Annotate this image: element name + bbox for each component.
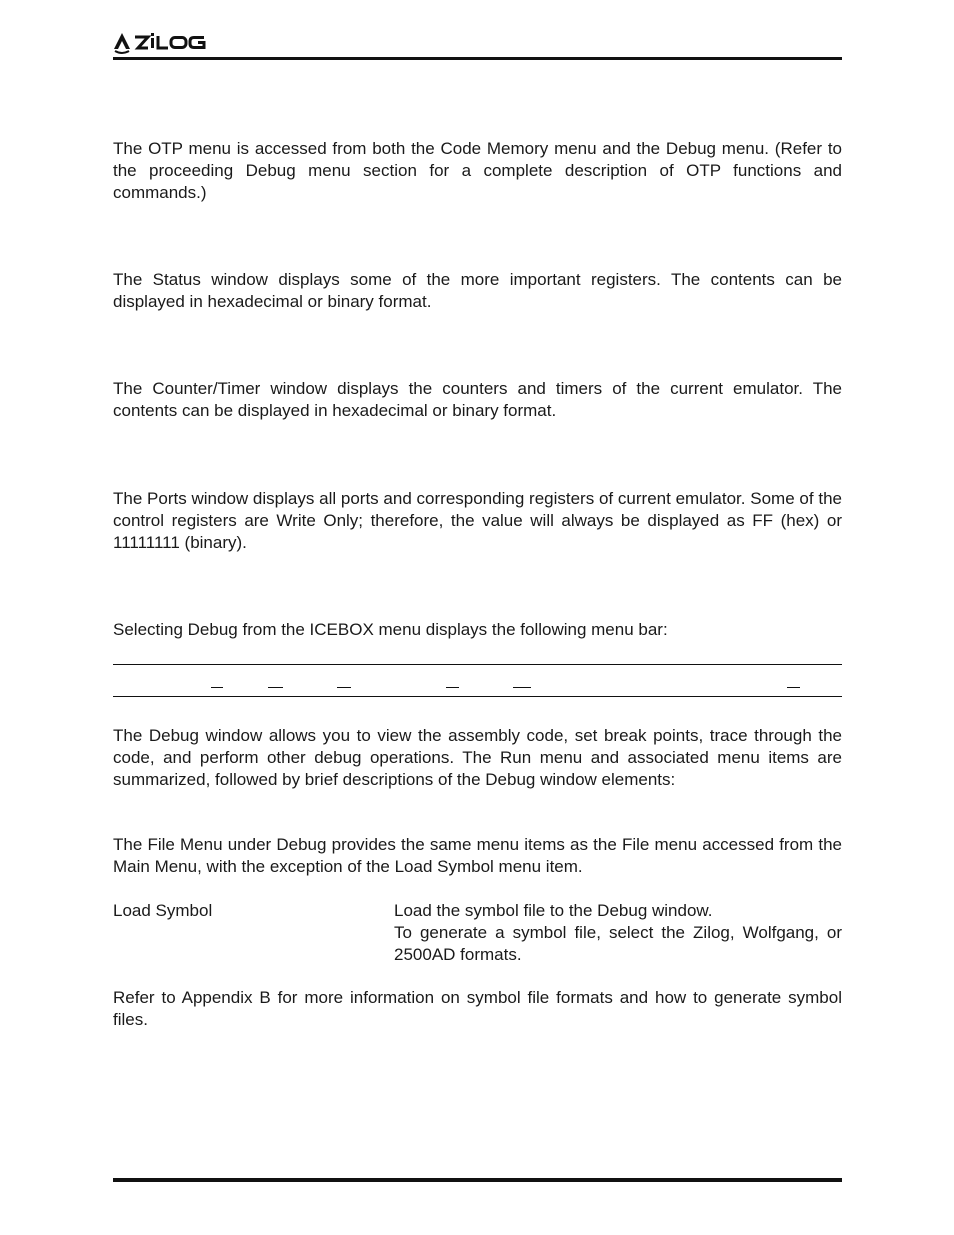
menu-accelerator-underline (337, 687, 351, 688)
menu-bar-top-rule (113, 664, 842, 665)
zilog-logo (112, 30, 216, 56)
header-rule (113, 57, 842, 60)
load-symbol-term: Load Symbol (113, 901, 213, 920)
load-symbol-desc-line1: Load the symbol file to the Debug window. (394, 901, 713, 920)
file-menu-paragraph: The File Menu under Debug provides the same menu items as the File menu accessed from the Main Menu, with the exception of the Load Symbol menu item. (113, 835, 842, 876)
otp-menu-paragraph: The OTP menu is accessed from both the Code Memory menu and the Debug menu. (Refer to the proceeding Debug menu section for a complete description of OTP functions and commands.) (113, 139, 842, 202)
footer-rule (113, 1178, 842, 1182)
menu-accelerator-underline (211, 687, 223, 688)
appendix-b-paragraph: Refer to Appendix B for more information on symbol file formats and how to generate symbol files. (113, 988, 842, 1029)
load-symbol-description (394, 900, 842, 966)
selecting-debug-paragraph: Selecting Debug from the ICEBOX menu displays the following menu bar: (113, 620, 668, 639)
debug-window-paragraph: The Debug window allows you to view the assembly code, set break points, trace through the code, and perform other debug operations. The Run menu and associated menu items are summarized, followed by brief descriptions of the Debug window elements: (113, 726, 842, 789)
menu-accelerator-underline (787, 687, 800, 688)
zilog-logo-mark (112, 30, 216, 56)
counter-timer-paragraph: The Counter/Timer window displays the counters and timers of the current emulator. The contents can be displayed in hexadecimal or binary format. (113, 379, 842, 420)
menu-accelerator-underline (446, 687, 459, 688)
menu-accelerator-underline (268, 687, 283, 688)
menu-bar-bottom-rule (113, 696, 842, 697)
status-window-paragraph: The Status window displays some of the more important registers. The contents can be displayed in hexadecimal or binary format. (113, 270, 842, 311)
load-symbol-desc-line2: To generate a symbol file, select the Zilog, Wolfgang, or 2500AD formats. (394, 923, 842, 964)
ports-window-paragraph: The Ports window displays all ports and corresponding registers of current emulator. Some of the control registers are Write Only; therefore, the value will always be displayed as FF (hex) or 11111111 (binary). (113, 489, 842, 552)
menu-accelerator-underline (513, 687, 531, 688)
